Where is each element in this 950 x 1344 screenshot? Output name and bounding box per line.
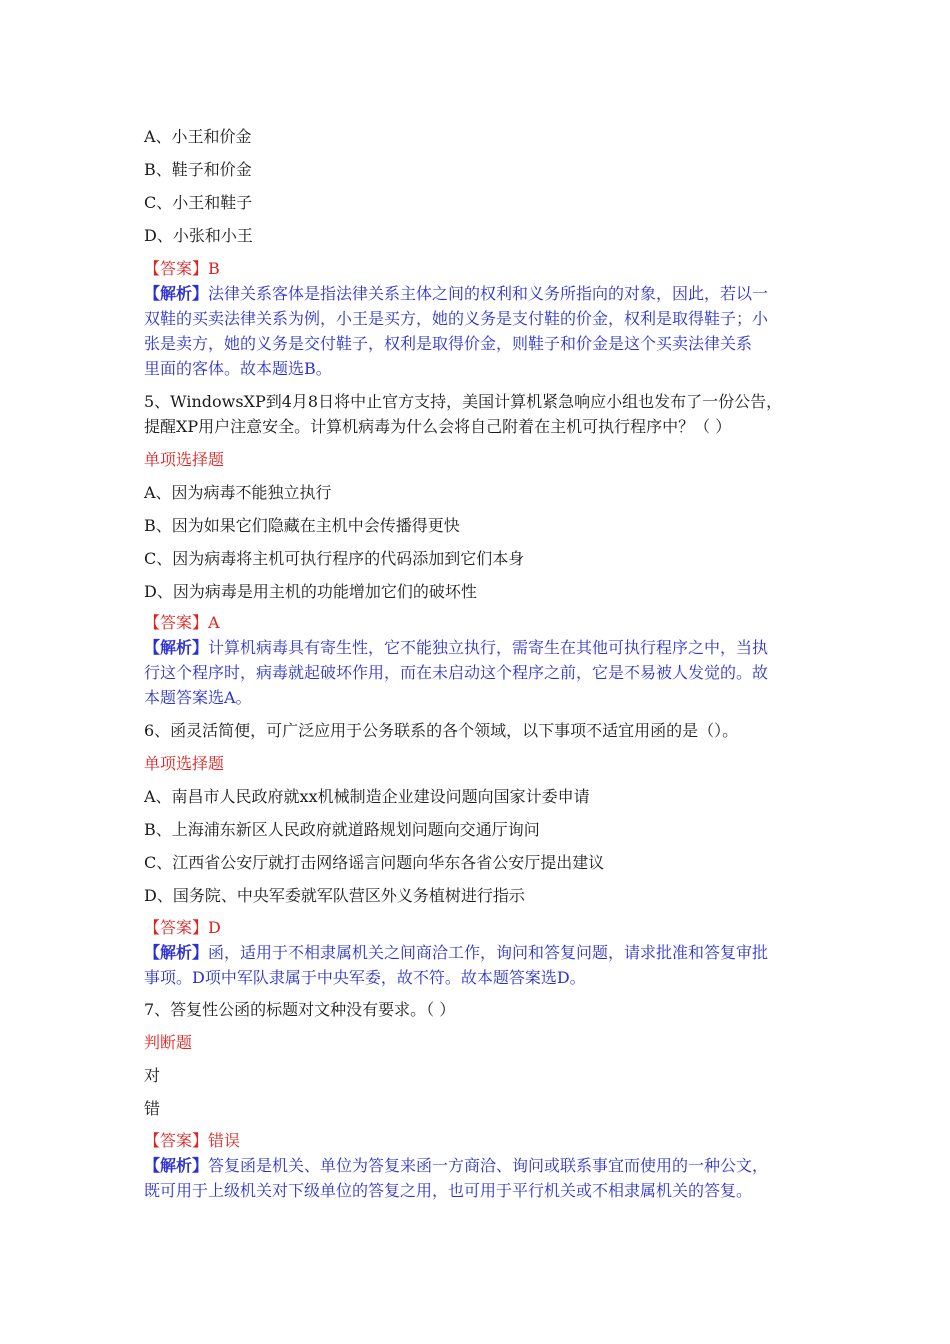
- q5-answer: [144, 611, 824, 635]
- q5-answer-value: A: [208, 613, 220, 632]
- q5-analysis-line-1: [144, 636, 824, 660]
- q5-answer-label: 【答案】: [144, 613, 209, 632]
- q7-answer: [144, 1129, 824, 1153]
- q4-analysis-line-2: 双鞋的买卖法律关系为例，小王是买方，她的义务是支付鞋的价金，权利是取得鞋子；小: [144, 309, 769, 328]
- q4-answer: [144, 257, 824, 281]
- q6-option-b: B、上海浦东新区人民政府就道路规划问题向交通厅询问: [144, 820, 540, 839]
- q5-option-b: B、因为如果它们隐藏在主机中会传播得更快: [144, 516, 460, 535]
- q4-analysis-label: 【解析】: [144, 284, 209, 303]
- q5-type: 单项选择题: [144, 450, 225, 469]
- q4-analysis-line-4: 里面的客体。故本题选B。: [144, 359, 332, 378]
- q6-option-d: D、国务院、中央军委就军队营区外义务植树进行指示: [144, 886, 525, 905]
- q6-analysis-line-2: 事项。D项中军队隶属于中央军委，故不符。故本题答案选D。: [144, 968, 586, 987]
- q5-analysis-line-3: 本题答案选A。: [144, 688, 252, 707]
- q5-analysis-line-2: 行这个程序时，病毒就起破坏作用，而在未启动这个程序之前，它是不易被人发觉的。故: [144, 663, 769, 682]
- q4-answer-label: 【答案】: [144, 259, 209, 278]
- q6-analysis-line-1: [144, 941, 824, 965]
- q6-option-c: C、江西省公安厅就打击网络谣言问题向华东各省公安厅提出建议: [144, 853, 605, 872]
- q6-answer: [144, 916, 824, 940]
- q6-type: 单项选择题: [144, 754, 225, 773]
- q6-option-a: A、南昌市人民政府就xx机械制造企业建设问题向国家计委申请: [144, 787, 590, 806]
- q7-analysis-line-2: 既可用于上级机关对下级单位的答复之用，也可用于平行机关或不相隶属机关的答复。: [144, 1181, 753, 1200]
- q6-question-line-1: 6、函灵活简便，可广泛应用于公务联系的各个领域，以下事项不适宜用函的是（）。: [144, 721, 739, 740]
- q4-option-b: B、鞋子和价金: [144, 160, 252, 179]
- q4-answer-value: B: [208, 259, 220, 278]
- q6-analysis-label: 【解析】: [144, 943, 209, 962]
- q5-analysis-text-1: 计算机病毒具有寄生性，它不能独立执行，需寄生在其他可执行程序之中，当执: [208, 638, 769, 657]
- q7-type: 判断题: [144, 1033, 193, 1052]
- q6-answer-label: 【答案】: [144, 918, 209, 937]
- q7-option-true: 对: [144, 1066, 161, 1085]
- q5-option-d: D、因为病毒是用主机的功能增加它们的破坏性: [144, 582, 477, 601]
- q4-analysis-text-1: 法律关系客体是指法律关系主体之间的权利和义务所指向的对象，因此，若以一: [208, 284, 769, 303]
- q4-option-a: A、小王和价金: [144, 127, 252, 146]
- q5-analysis-label: 【解析】: [144, 638, 209, 657]
- q7-answer-value: 错误: [208, 1131, 241, 1150]
- q7-analysis-text-1: 答复函是机关、单位为答复来函一方商洽、询问或联系事宜而使用的一种公文，: [208, 1156, 769, 1175]
- q5-option-a: A、因为病毒不能独立执行: [144, 483, 332, 502]
- q5-question-line-2: 提醒XP用户注意安全。计算机病毒为什么会将自己附着在主机可执行程序中？（ ）: [144, 417, 732, 436]
- q7-analysis-line-1: [144, 1154, 824, 1178]
- q6-analysis-text-1: 函，适用于不相隶属机关之间商洽工作，询问和答复问题，请求批准和答复审批: [208, 943, 769, 962]
- q4-option-c: C、小王和鞋子: [144, 193, 253, 212]
- q7-option-false: 错: [144, 1099, 161, 1118]
- q6-answer-value: D: [208, 918, 221, 937]
- q4-option-d: D、小张和小王: [144, 226, 253, 245]
- q7-answer-label: 【答案】: [144, 1131, 209, 1150]
- q5-option-c: C、因为病毒将主机可执行程序的代码添加到它们本身: [144, 549, 525, 568]
- q7-analysis-label: 【解析】: [144, 1156, 209, 1175]
- q7-question-line-1: 7、答复性公函的标题对文种没有要求。（ ）: [144, 1000, 456, 1019]
- q5-question-line-1: 5、WindowsXP到4月8日将中止官方支持，美国计算机紧急响应小组也发布了一份公告，: [144, 392, 783, 411]
- q4-analysis-line-1: [144, 282, 824, 306]
- q4-analysis-line-3: 张是卖方，她的义务是交付鞋子，权利是取得价金，则鞋子和价金是这个买卖法律关系: [144, 334, 753, 353]
